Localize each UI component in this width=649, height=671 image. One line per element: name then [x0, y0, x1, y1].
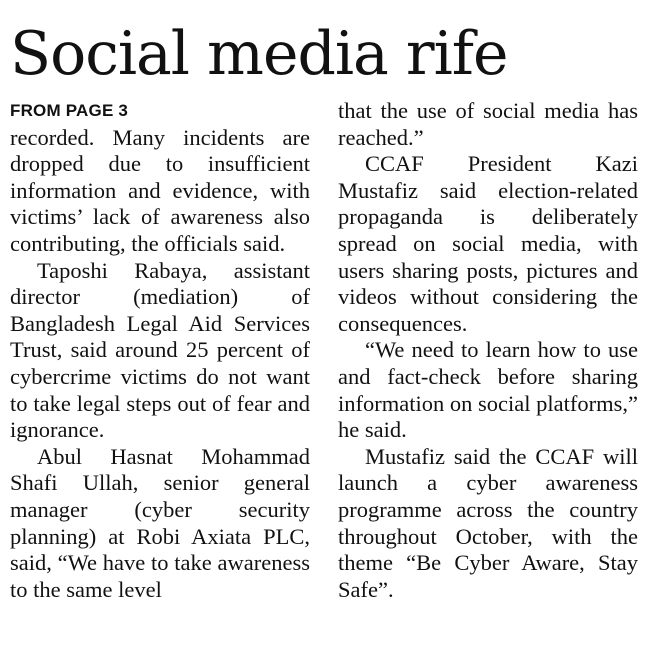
right-column	[338, 98, 638, 603]
paragraph-right-1: that the use of social media has reached.”	[338, 98, 638, 150]
paragraph-left-1: recorded. Many incidents are dropped due to insufficient information and evidence, with victims’ lack of awareness also contributing, the officials said.	[10, 124, 310, 256]
jump-label: FROM PAGE 3	[10, 101, 129, 120]
paragraph-right-4: Mustafiz said the CCAF will launch a cyber awareness programme across the country throughout October, with the theme “Be Cyber Aware, Stay Safe”.	[338, 443, 638, 602]
paragraph-right-2: CCAF President Kazi Mustafiz said election-related propaganda is deliberately spread on social media, with users sharing posts, pictures and videos without considering the consequences.	[338, 151, 638, 336]
headline: Social media rife	[10, 19, 508, 89]
paragraph-left-3: Abul Hasnat Mohammad Shafi Ullah, senior general manager (cyber security planning) at Robi Axiata PLC, said, “We have to take awareness to the same level	[10, 443, 310, 602]
paragraph-right-3: “We need to learn how to use and fact-check before sharing information on social platforms,” he said.	[338, 337, 638, 443]
paragraph-left-2: Taposhi Rabaya, assistant director (mediation) of Bangladesh Legal Aid Services Trust, said around 25 percent of cybercrime victims do not want to take legal steps out of fear and ignorance.	[10, 257, 310, 443]
left-column	[10, 98, 310, 603]
